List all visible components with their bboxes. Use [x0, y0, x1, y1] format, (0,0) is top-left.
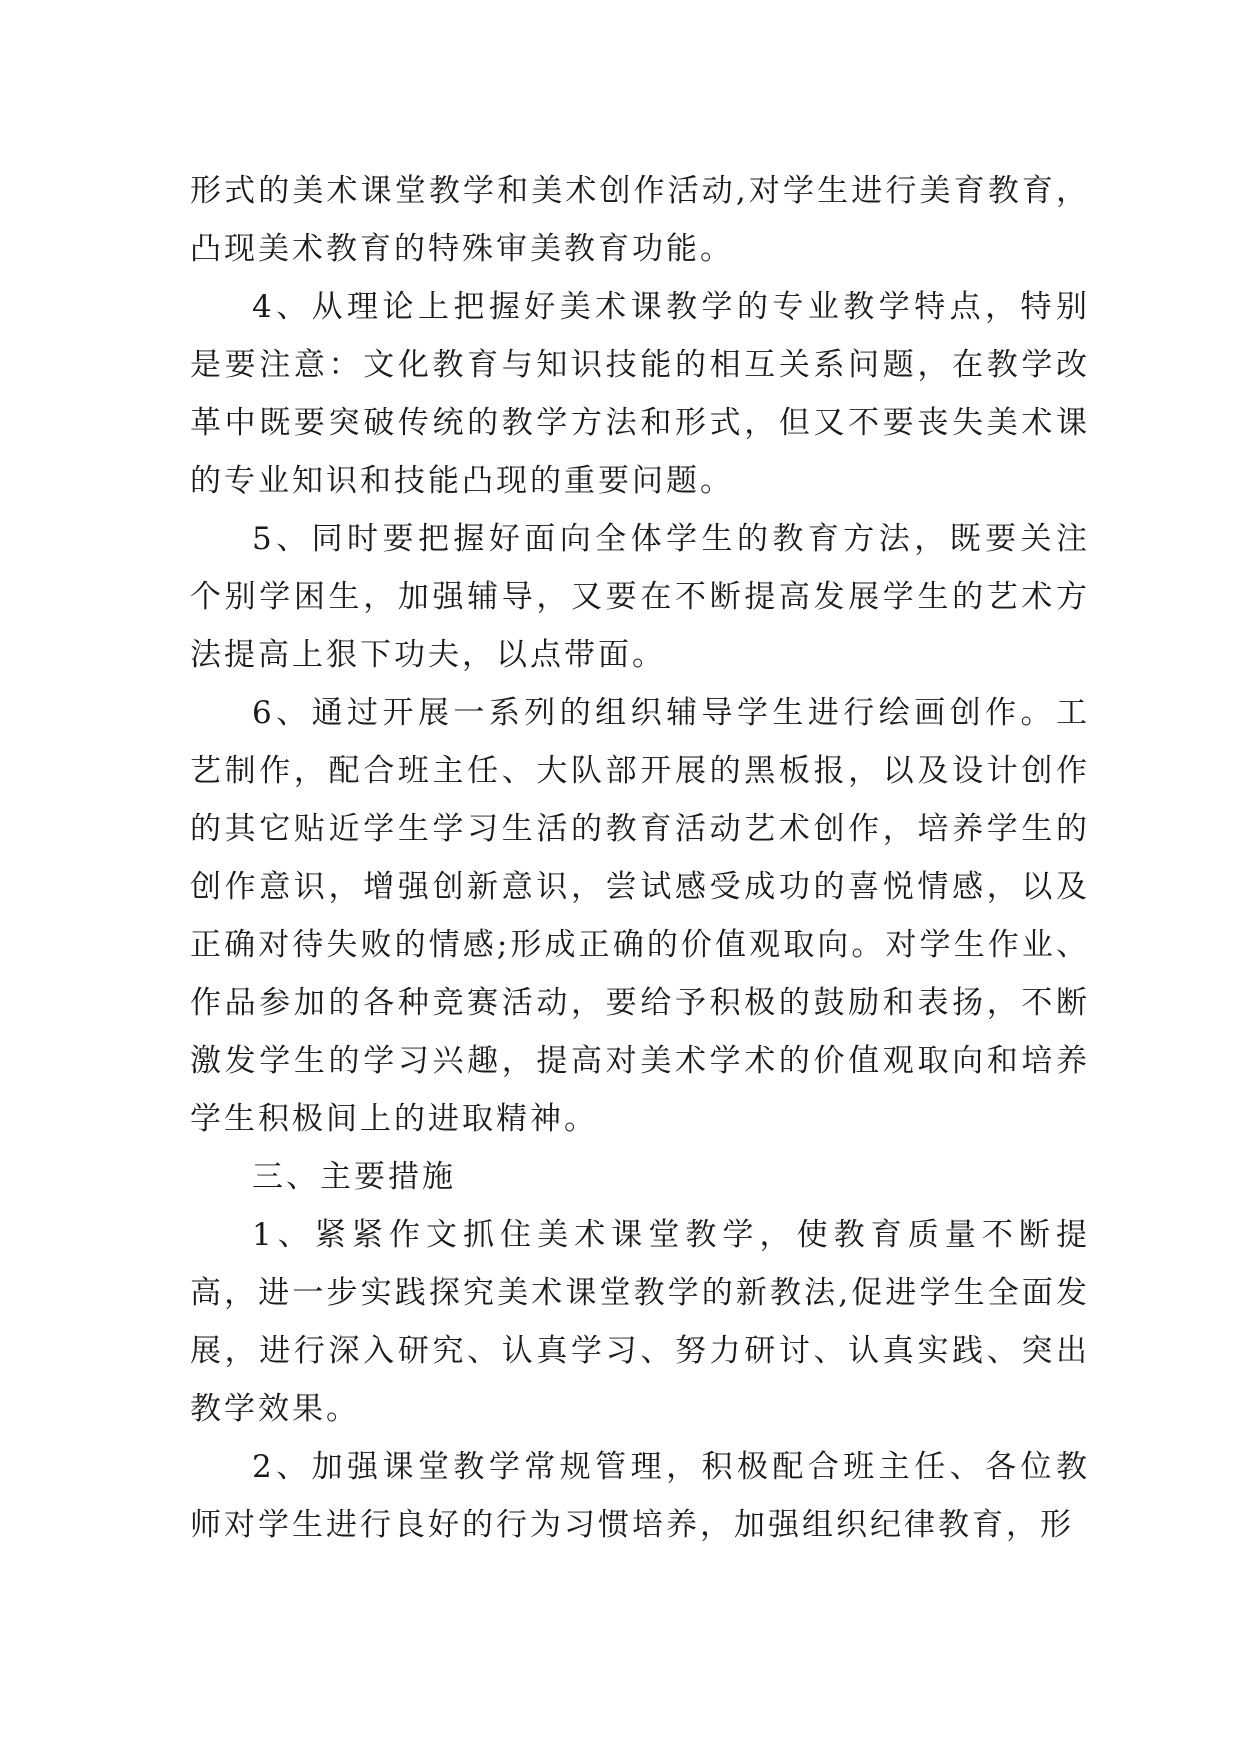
paragraph-measure-1: 1、紧紧作文抓住美术课堂教学，使教育质量不断提高，进一步实践探究美术课堂教学的新教法,促进学生全面发展，进行深入研究、认真学习、努力研讨、认真实践、突出教学效果。	[190, 1217, 1090, 1427]
section-heading-measures: 三、主要措施	[252, 1159, 456, 1195]
paragraph-item-5: 5、同时要把握好面向全体学生的教育方法，既要关注个别学困生，加强辅导，又要在不断提高发展学生的艺术方法提高上狠下功夫，以点带面。	[190, 521, 1090, 673]
document-body	[190, 162, 1090, 1554]
paragraph-continuation: 形式的美术课堂教学和美术创作活动,对学生进行美育教育，凸现美术教育的特殊审美教育功能。	[190, 173, 1090, 267]
paragraph-item-4: 4、从理论上把握好美术课教学的专业教学特点，特别是要注意：文化教育与知识技能的相互关系问题，在教学改革中既要突破传统的教学方法和形式，但又不要丧失美术课的专业知识和技能凸现的重要问题。	[190, 289, 1090, 499]
paragraph-item-6: 6、通过开展一系列的组织辅导学生进行绘画创作。工艺制作，配合班主任、大队部开展的黑板报，以及设计创作的其它贴近学生学习生活的教育活动艺术创作，培养学生的创作意识，增强创新意识，尝试感受成功的喜悦情感，以及正确对待失败的情感;形成正确的价值观取向。对学生作业、作品参加的各种竞赛活动，要给予积极的鼓励和表扬，不断激发学生的学习兴趣，提高对美术学术的价值观取向和培养学生积极间上的进取精神。	[190, 695, 1090, 1137]
paragraph-measure-2: 2、加强课堂教学常规管理，积极配合班主任、各位教师对学生进行良好的行为习惯培养，加强组织纪律教育，形	[190, 1449, 1090, 1543]
